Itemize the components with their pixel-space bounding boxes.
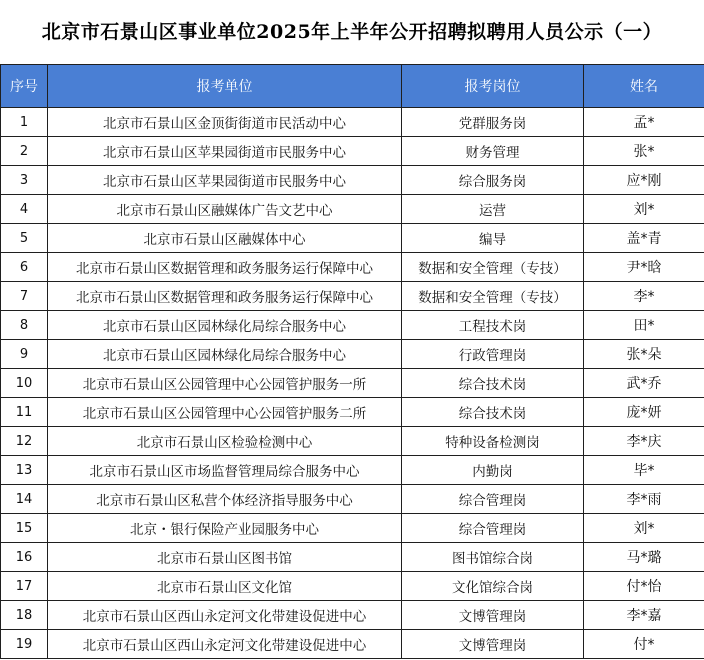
row-unit: 北京市石景山区文化馆 [48, 572, 402, 601]
table-row [1, 485, 704, 514]
row-unit: 北京市石景山区融媒体广告文艺中心 [48, 195, 402, 224]
header-unit: 报考单位 [48, 65, 402, 108]
row-number: 14 [1, 485, 48, 514]
row-number: 19 [1, 630, 48, 659]
header-no: 序号 [1, 65, 48, 108]
row-unit: 北京市石景山区公园管理中心公园管护服务二所 [48, 398, 402, 427]
row-number: 15 [1, 514, 48, 543]
table-row [1, 514, 704, 543]
row-position: 特种设备检测岗 [402, 427, 584, 456]
table-row [1, 398, 704, 427]
row-name: 李* [584, 282, 704, 311]
table-row [1, 282, 704, 311]
row-number: 5 [1, 224, 48, 253]
table-row [1, 253, 704, 282]
row-name: 刘* [584, 195, 704, 224]
row-name: 武*乔 [584, 369, 704, 398]
row-number: 11 [1, 398, 48, 427]
row-name: 李*雨 [584, 485, 704, 514]
row-unit: 北京市石景山区苹果园街道市民服务中心 [48, 137, 402, 166]
table-row [1, 456, 704, 485]
row-name: 应*刚 [584, 166, 704, 195]
row-number: 1 [1, 108, 48, 137]
row-unit: 北京市石景山区融媒体中心 [48, 224, 402, 253]
table-row [1, 311, 704, 340]
row-position: 综合技术岗 [402, 398, 584, 427]
header-position: 报考岗位 [402, 65, 584, 108]
row-position: 财务管理 [402, 137, 584, 166]
table-row [1, 630, 704, 659]
table-row [1, 601, 704, 630]
row-number: 2 [1, 137, 48, 166]
row-number: 10 [1, 369, 48, 398]
row-unit: 北京市石景山区市场监督管理局综合服务中心 [48, 456, 402, 485]
row-unit: 北京市石景山区数据管理和政务服务运行保障中心 [48, 282, 402, 311]
row-position: 文博管理岗 [402, 601, 584, 630]
table-row [1, 369, 704, 398]
row-position: 综合服务岗 [402, 166, 584, 195]
row-name: 刘* [584, 514, 704, 543]
row-number: 17 [1, 572, 48, 601]
table-row [1, 137, 704, 166]
row-unit: 北京市石景山区数据管理和政务服务运行保障中心 [48, 253, 402, 282]
row-unit: 北京市石景山区园林绿化局综合服务中心 [48, 340, 402, 369]
row-name: 庞*妍 [584, 398, 704, 427]
row-name: 张* [584, 137, 704, 166]
row-unit: 北京市石景山区私营个体经济指导服务中心 [48, 485, 402, 514]
table-row [1, 108, 704, 137]
hiring-table [0, 64, 704, 659]
table-body [1, 108, 704, 659]
row-position: 数据和安全管理（专技） [402, 253, 584, 282]
table-row [1, 195, 704, 224]
table-row [1, 340, 704, 369]
row-position: 综合技术岗 [402, 369, 584, 398]
row-position: 编导 [402, 224, 584, 253]
row-unit: 北京市石景山区检验检测中心 [48, 427, 402, 456]
row-number: 9 [1, 340, 48, 369]
row-number: 3 [1, 166, 48, 195]
row-unit: 北京市石景山区公园管理中心公园管护服务一所 [48, 369, 402, 398]
row-position: 内勤岗 [402, 456, 584, 485]
row-number: 6 [1, 253, 48, 282]
row-unit: 北京・银行保险产业园服务中心 [48, 514, 402, 543]
row-name: 付* [584, 630, 704, 659]
table-row [1, 572, 704, 601]
row-name: 毕* [584, 456, 704, 485]
row-number: 16 [1, 543, 48, 572]
row-unit: 北京市石景山区金顶街街道市民活动中心 [48, 108, 402, 137]
row-unit: 北京市石景山区图书馆 [48, 543, 402, 572]
table-row [1, 224, 704, 253]
row-number: 7 [1, 282, 48, 311]
table-row [1, 427, 704, 456]
row-number: 4 [1, 195, 48, 224]
row-number: 8 [1, 311, 48, 340]
row-name: 付*怡 [584, 572, 704, 601]
row-number: 12 [1, 427, 48, 456]
row-unit: 北京市石景山区西山永定河文化带建设促进中心 [48, 630, 402, 659]
row-number: 13 [1, 456, 48, 485]
row-position: 工程技术岗 [402, 311, 584, 340]
row-position: 文化馆综合岗 [402, 572, 584, 601]
row-unit: 北京市石景山区苹果园街道市民服务中心 [48, 166, 402, 195]
row-position: 运营 [402, 195, 584, 224]
table-row [1, 166, 704, 195]
row-name: 李*嘉 [584, 601, 704, 630]
row-name: 马*璐 [584, 543, 704, 572]
table-header-row [1, 65, 704, 108]
row-unit: 北京市石景山区西山永定河文化带建设促进中心 [48, 601, 402, 630]
row-number: 18 [1, 601, 48, 630]
row-position: 图书馆综合岗 [402, 543, 584, 572]
row-position: 行政管理岗 [402, 340, 584, 369]
page-title: 北京市石景山区事业单位2025年上半年公开招聘拟聘用人员公示（一） [41, 21, 663, 43]
table-row [1, 543, 704, 572]
row-name: 张*朵 [584, 340, 704, 369]
row-unit: 北京市石景山区园林绿化局综合服务中心 [48, 311, 402, 340]
row-position: 数据和安全管理（专技） [402, 282, 584, 311]
row-name: 李*庆 [584, 427, 704, 456]
row-name: 尹*晗 [584, 253, 704, 282]
row-position: 综合管理岗 [402, 514, 584, 543]
header-name: 姓名 [584, 65, 704, 108]
row-position: 党群服务岗 [402, 108, 584, 137]
row-name: 田* [584, 311, 704, 340]
row-position: 综合管理岗 [402, 485, 584, 514]
row-position: 文博管理岗 [402, 630, 584, 659]
row-name: 孟* [584, 108, 704, 137]
row-name: 盖*青 [584, 224, 704, 253]
